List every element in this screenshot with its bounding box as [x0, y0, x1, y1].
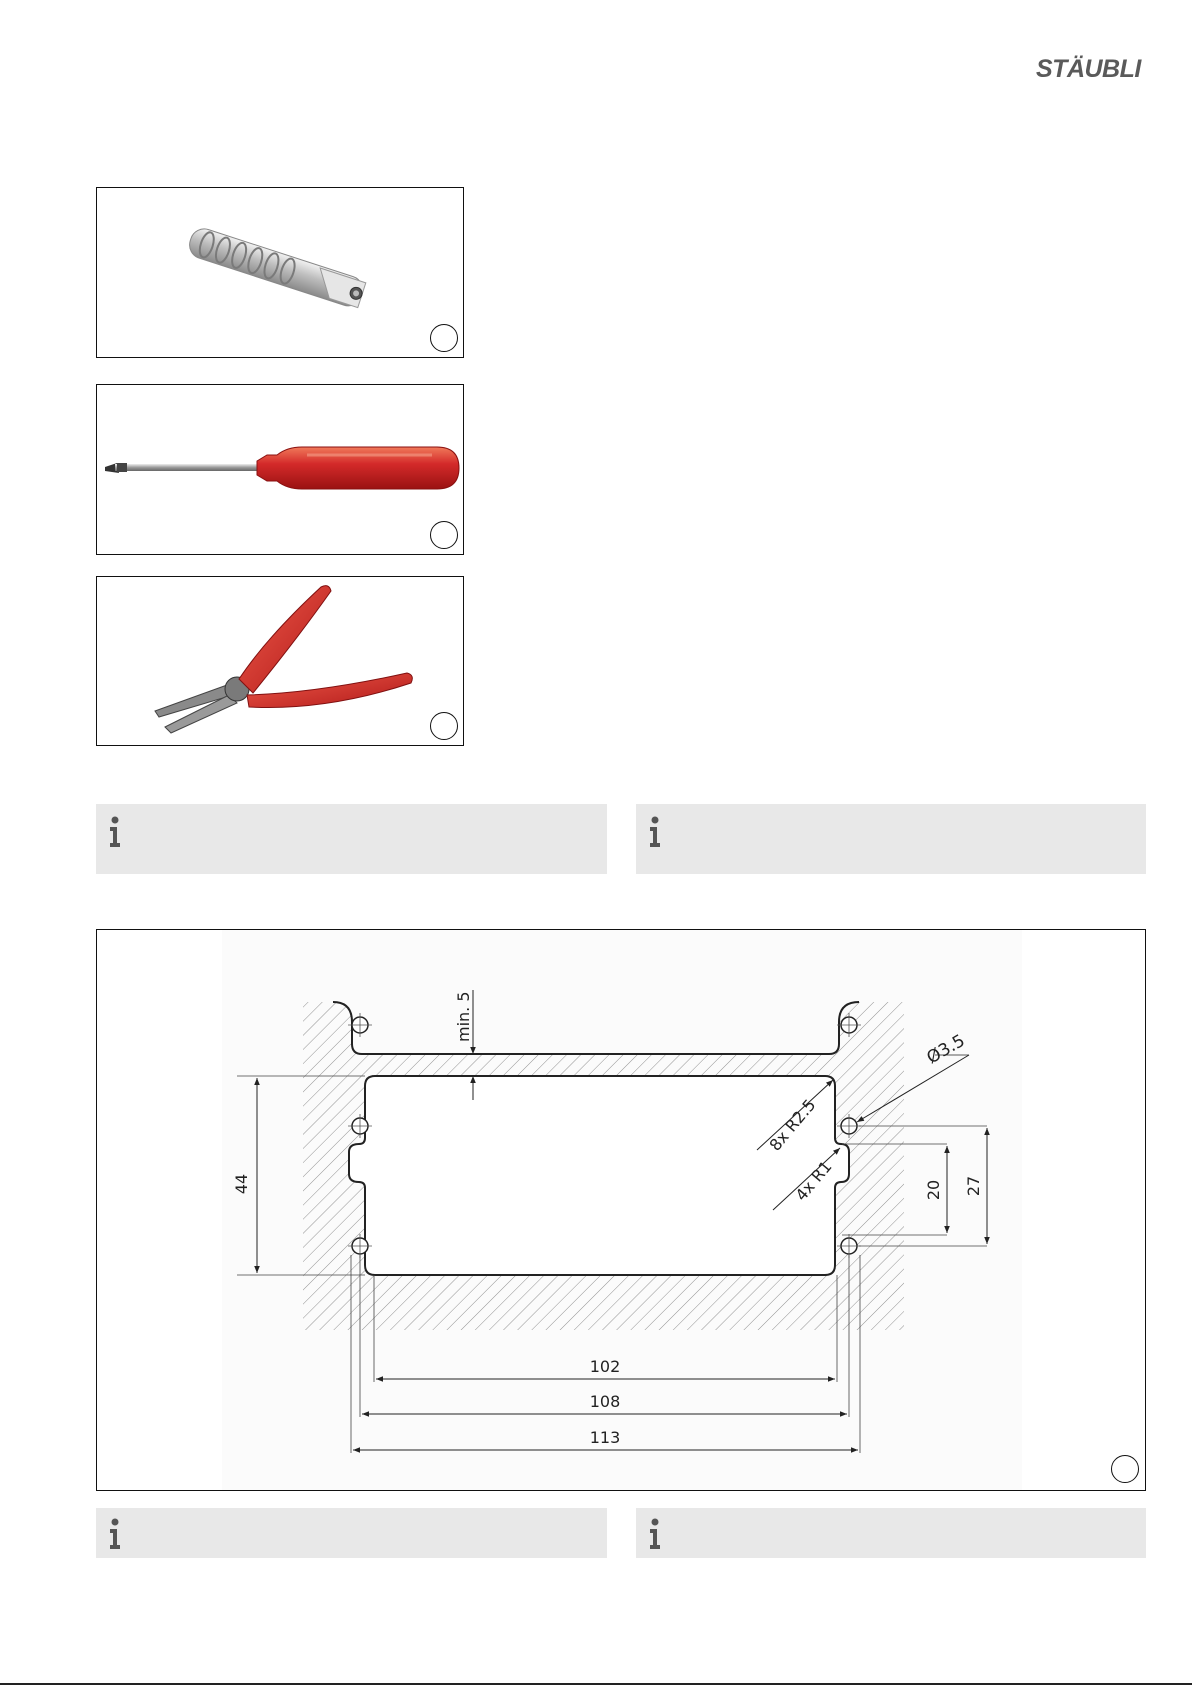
- panel-cutout-svg: [97, 930, 1146, 1491]
- pliers-icon: [97, 577, 464, 746]
- brand-logo: [1034, 52, 1150, 82]
- dim-label-20: 20: [924, 1179, 943, 1201]
- brand-logo-text: STÄUBLI: [1036, 55, 1141, 82]
- tool-image-pliers: [96, 576, 464, 746]
- screwdriver-icon: [97, 385, 464, 555]
- info-icon: [108, 1518, 122, 1550]
- crimp-die-insert-icon: [97, 188, 464, 358]
- dim-label-hole-diameter: Ø3.5: [923, 1030, 969, 1069]
- info-note: [96, 1508, 607, 1558]
- panel-cutout-drawing: [96, 929, 1146, 1491]
- figure-marker: [430, 324, 458, 352]
- dim-label-corner-radius: 8x R2.5: [765, 1095, 820, 1155]
- cutout-outline: [349, 1076, 849, 1275]
- info-icon: [648, 1518, 662, 1550]
- dim-label-44: 44: [232, 1173, 251, 1195]
- info-note: [636, 1508, 1146, 1558]
- figure-marker: [430, 521, 458, 549]
- dim-label-102: 102: [589, 1357, 621, 1376]
- dim-label-min5: min. 5: [454, 991, 473, 1042]
- dim-label-notch-radius: 4x R1: [791, 1157, 836, 1205]
- dim-label-108: 108: [589, 1392, 621, 1411]
- info-icon: [648, 816, 662, 848]
- info-icon: [108, 816, 122, 848]
- dim-label-27: 27: [964, 1175, 983, 1197]
- info-note: [96, 804, 607, 874]
- dim-label-113: 113: [589, 1428, 621, 1447]
- tool-image-screwdriver: [96, 384, 464, 555]
- info-note: [636, 804, 1146, 874]
- figure-marker: [430, 712, 458, 740]
- figure-marker: [1111, 1455, 1139, 1483]
- tool-image-crimp-insert: [96, 187, 464, 358]
